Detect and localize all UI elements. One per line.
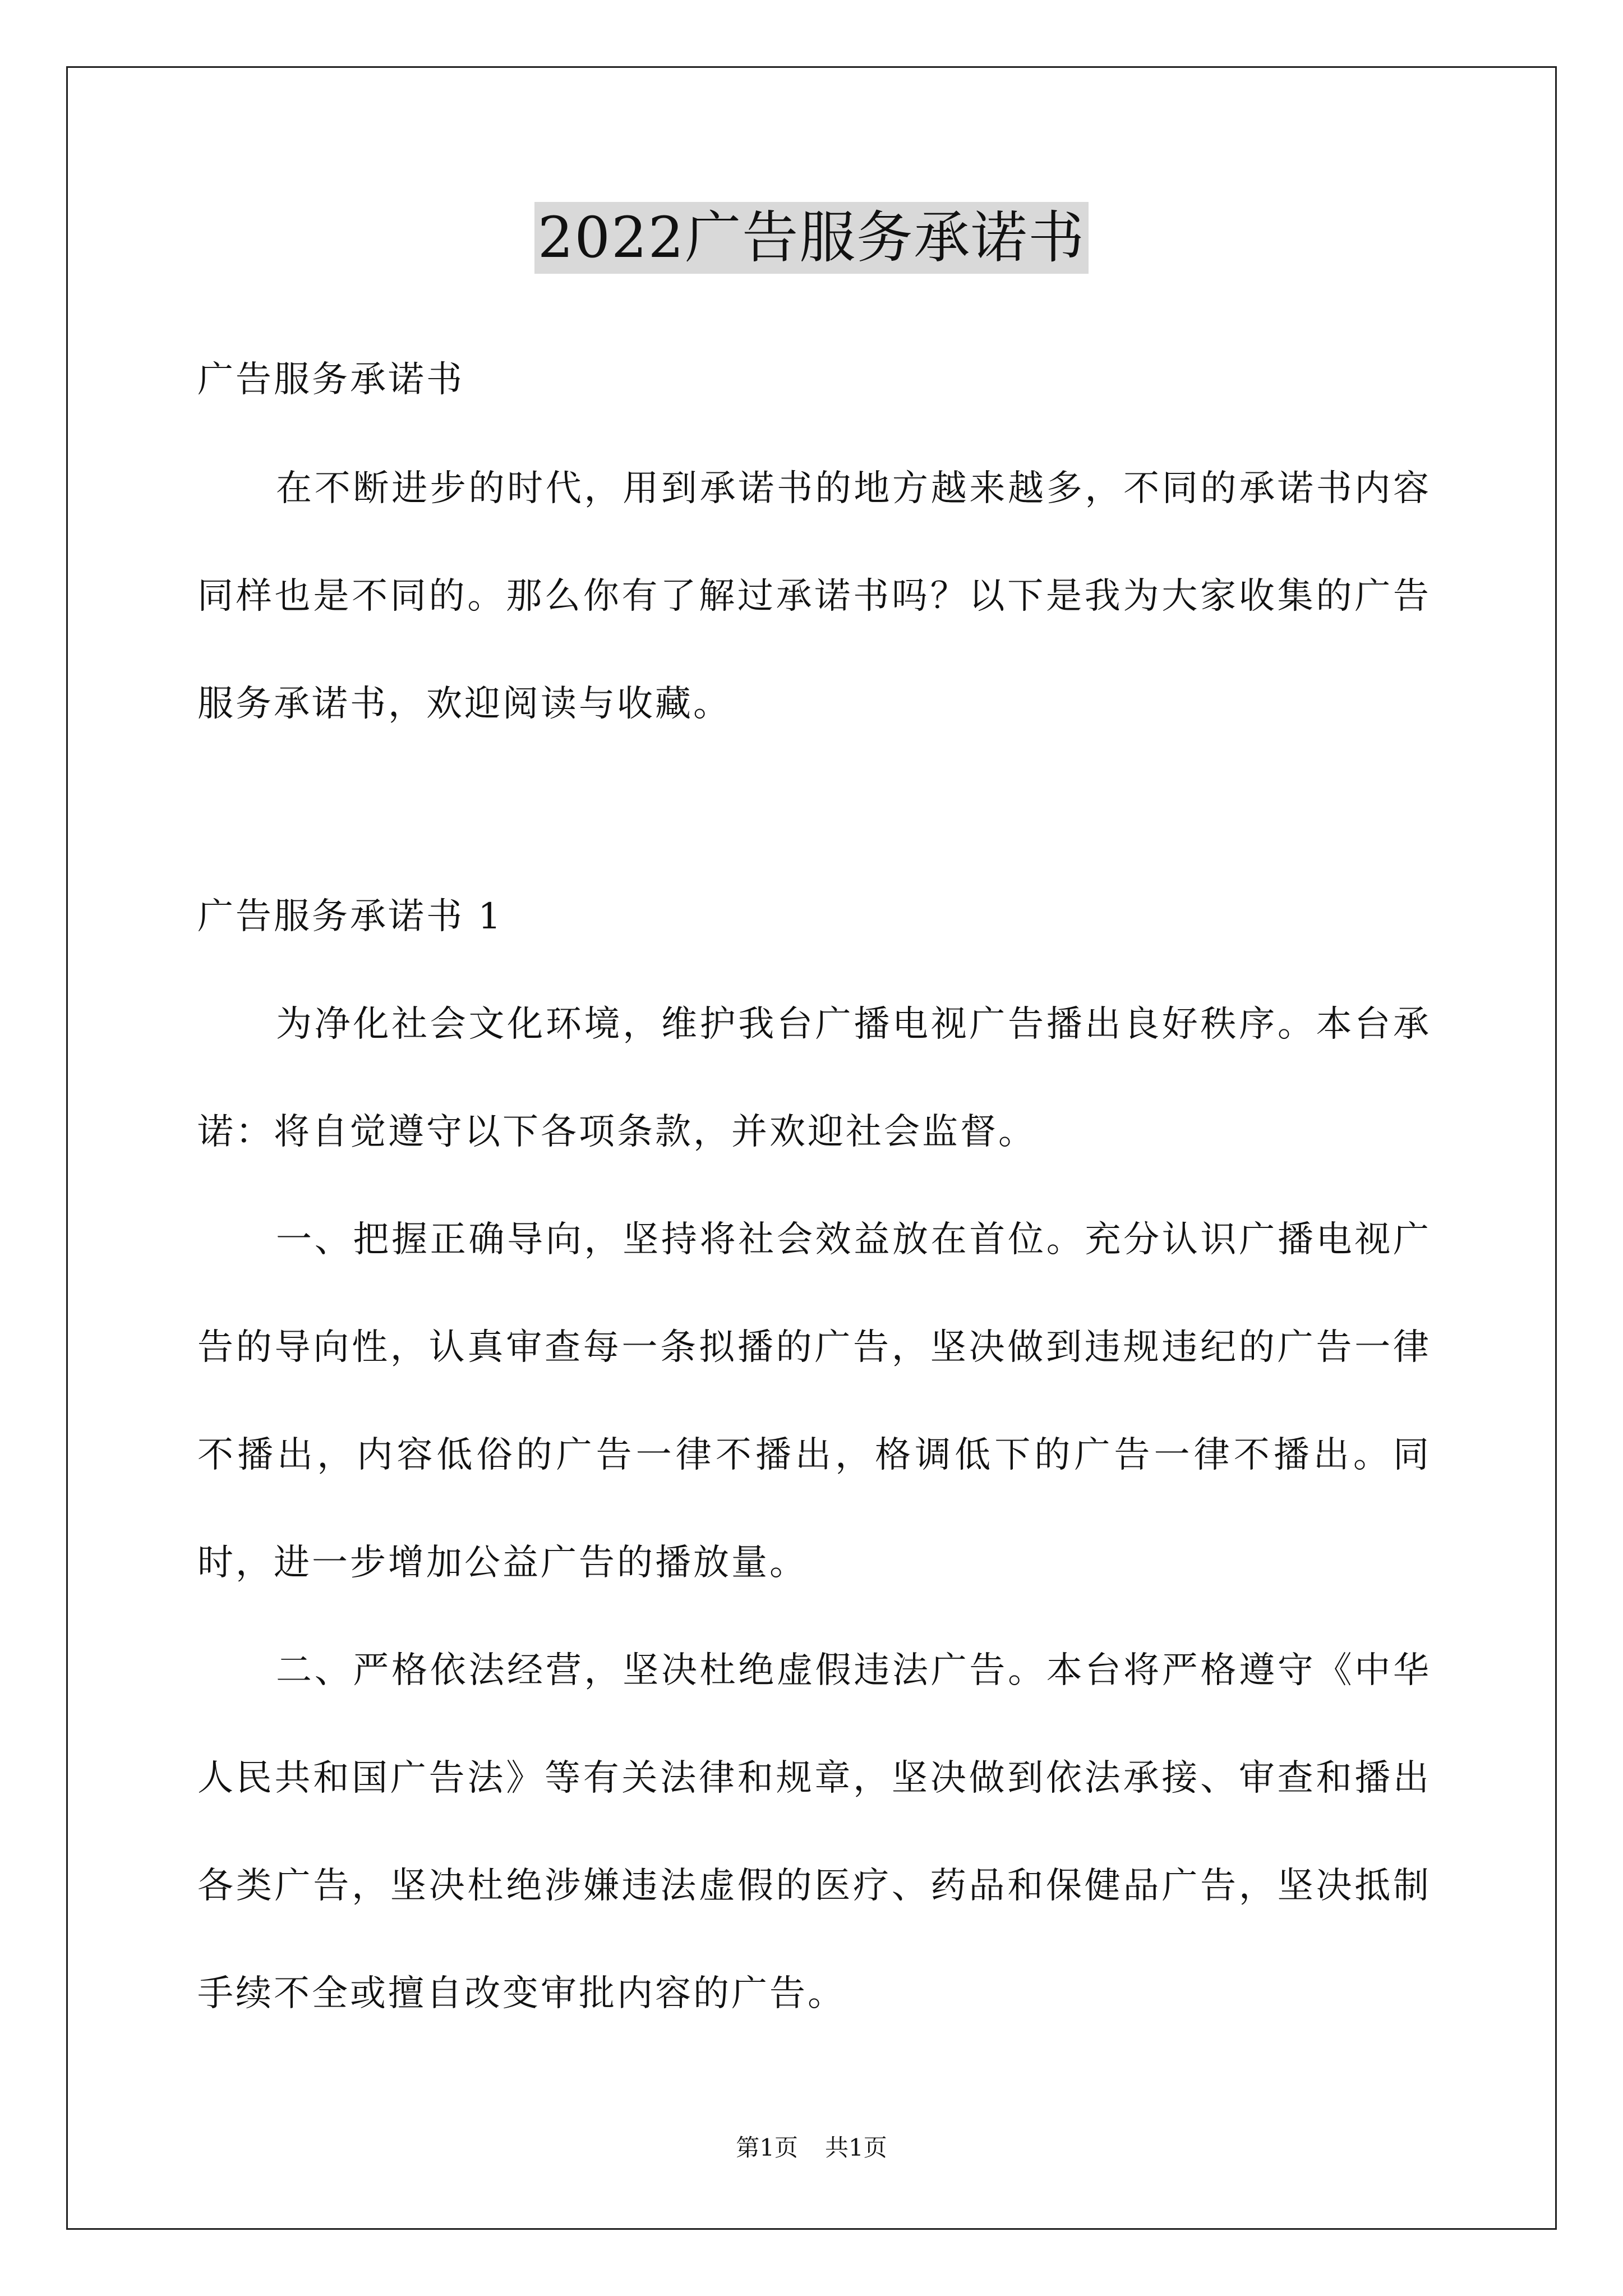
page-total: 共1页 [825, 2134, 887, 2161]
document-subtitle: 广告服务承诺书 [197, 359, 464, 401]
page-footer [0, 2136, 1623, 2160]
section-heading: 广告服务承诺书 1 [197, 896, 504, 937]
intro-paragraph: 在不断进步的时代，用到承诺书的地方越来越多，不同的承诺书内容同样也是不同的。那么你有了解过承诺书吗？以下是我为大家收集的广告服务承诺书，欢迎阅读与收藏。 [197, 468, 1431, 725]
document-title-text: 2022广告服务承诺书 [534, 202, 1089, 274]
body-paragraph-1: 为净化社会文化环境，维护我台广播电视广告播出良好秩序。本台承诺：将自觉遵守以下各项条款，并欢迎社会监督。 [197, 1004, 1431, 1153]
page-number: 第1页 [736, 2134, 798, 2161]
body-paragraph-2: 一、把握正确导向，坚持将社会效益放在首位。充分认识广播电视广告的导向性，认真审查每一条拟播的广告，坚决做到违规违纪的广告一律不播出，内容低俗的广告一律不播出，格调低下的广告一律不播出。同时，进一步增加公益广告的播放量。 [197, 1219, 1431, 1584]
document-title [0, 202, 1623, 274]
body-paragraph-3: 二、严格依法经营，坚决杜绝虚假违法广告。本台将严格遵守《中华人民共和国广告法》等有关法律和规章，坚决做到依法承接、审查和播出各类广告，坚决杜绝涉嫌违法虚假的医疗、药品和保健品广告，坚决抵制手续不全或擅自改变审批内容的广告。 [197, 1650, 1431, 2014]
